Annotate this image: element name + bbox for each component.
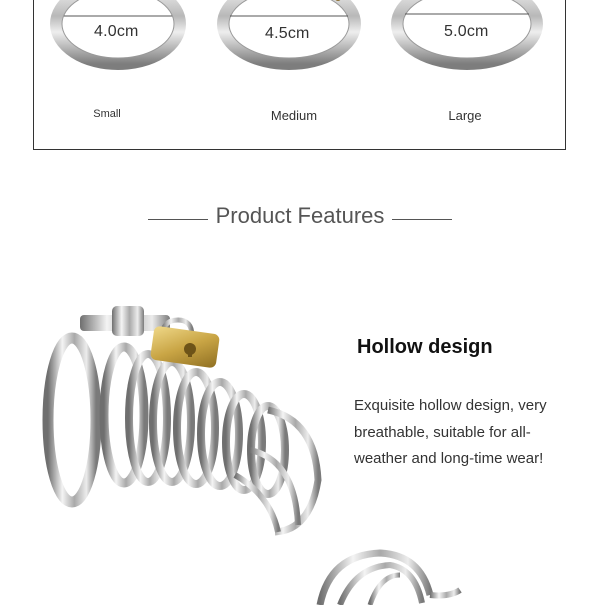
size-label-large: Large: [448, 108, 482, 123]
product-image: [40, 300, 330, 545]
section-title: Product Features: [215, 203, 385, 228]
ring-large-diameter: 5.0cm: [444, 23, 489, 40]
feature-description: Exquisite hollow design, very breathable, suitable for all-weather and long-time wear!: [354, 397, 547, 467]
ring-medium-diameter: 4.5cm: [265, 25, 310, 42]
size-label-small: Small: [93, 108, 121, 120]
section-title-block: [0, 203, 600, 233]
size-comparison-panel: [33, 0, 566, 150]
product-image-secondary: [300, 545, 470, 605]
ring-small-diameter: 4.0cm: [94, 23, 139, 40]
title-line-right: [392, 219, 452, 220]
feature-heading: Hollow design: [357, 336, 493, 358]
size-label-medium: Medium: [270, 108, 318, 123]
